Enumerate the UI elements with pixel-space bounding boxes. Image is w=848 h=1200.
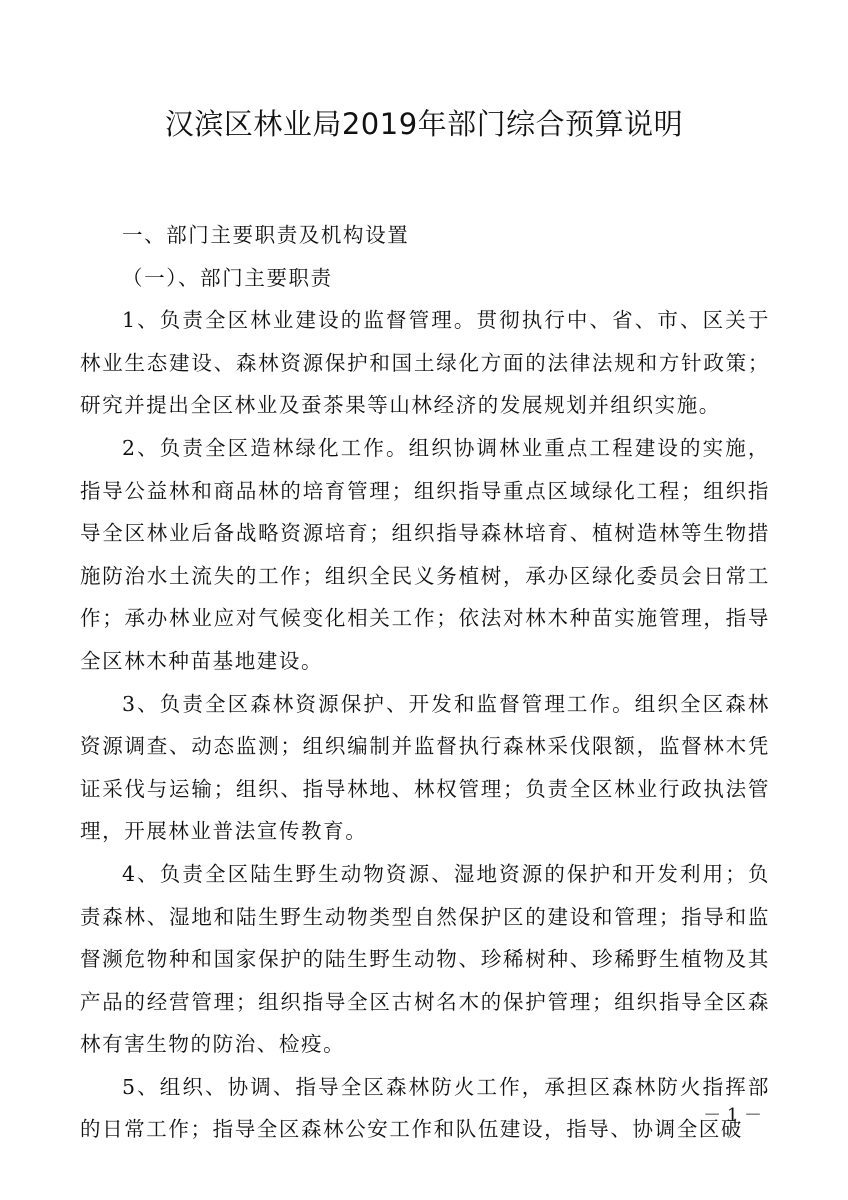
paragraph-5: 5、组织、协调、指导全区森林防火工作，承担区森林防火指挥部的日常工作；指导全区森林公安工作和队伍建设，指导、协调全区破 <box>80 1074 770 1142</box>
document-body <box>80 214 770 1151</box>
paragraph-4: 4、负责全区陆生野生动物资源、湿地资源的保护和开发利用；负责森林、湿地和陆生野生动物类型自然保护区的建设和管理；指导和监督濒危物种和国家保护的陆生野生动物、珍稀树种、珍稀野生植物及其产品的经营管理；组织指导全区古树名木的保护管理；组织指导全区森林有害生物的防治、检疫。 <box>80 861 770 1057</box>
document-title: 汉滨区林业局2019年部门综合预算说明 <box>164 107 684 141</box>
subsection-heading: （一）、部门主要职责 <box>122 265 333 290</box>
paragraph-1: 1、负责全区林业建设的监督管理。贯彻执行中、省、市、区关于林业生态建设、森林资源保护和国土绿化方面的法律法规和方针政策；研究并提出全区林业及蚕茶果等山林经济的发展规划并组织实施。 <box>80 308 770 418</box>
page-number: － 1 － <box>703 1105 762 1126</box>
section-heading: 一、部门主要职责及机构设置 <box>122 223 410 247</box>
paragraph-2: 2、负责全区造林绿化工作。组织协调林业重点工程建设的实施，指导公益林和商品林的培育管理；组织指导重点区域绿化工程；组织指导全区林业后备战略资源培育；组织指导森林培育、植树造林等生物措施防治水土流失的工作；组织全民义务植树，承办区绿化委员会日常工作；承办林业应对气候变化相关工作；依法对林木种苗实施管理，指导全区林木种苗基地建设。 <box>80 435 770 673</box>
paragraph-3: 3、负责全区森林资源保护、开发和监督管理工作。组织全区森林资源调查、动态监测；组织编制并监督执行森林采伐限额，监督林木凭证采伐与运输；组织、指导林地、林权管理；负责全区林业行政执法管理，开展林业普法宣传教育。 <box>80 691 770 844</box>
